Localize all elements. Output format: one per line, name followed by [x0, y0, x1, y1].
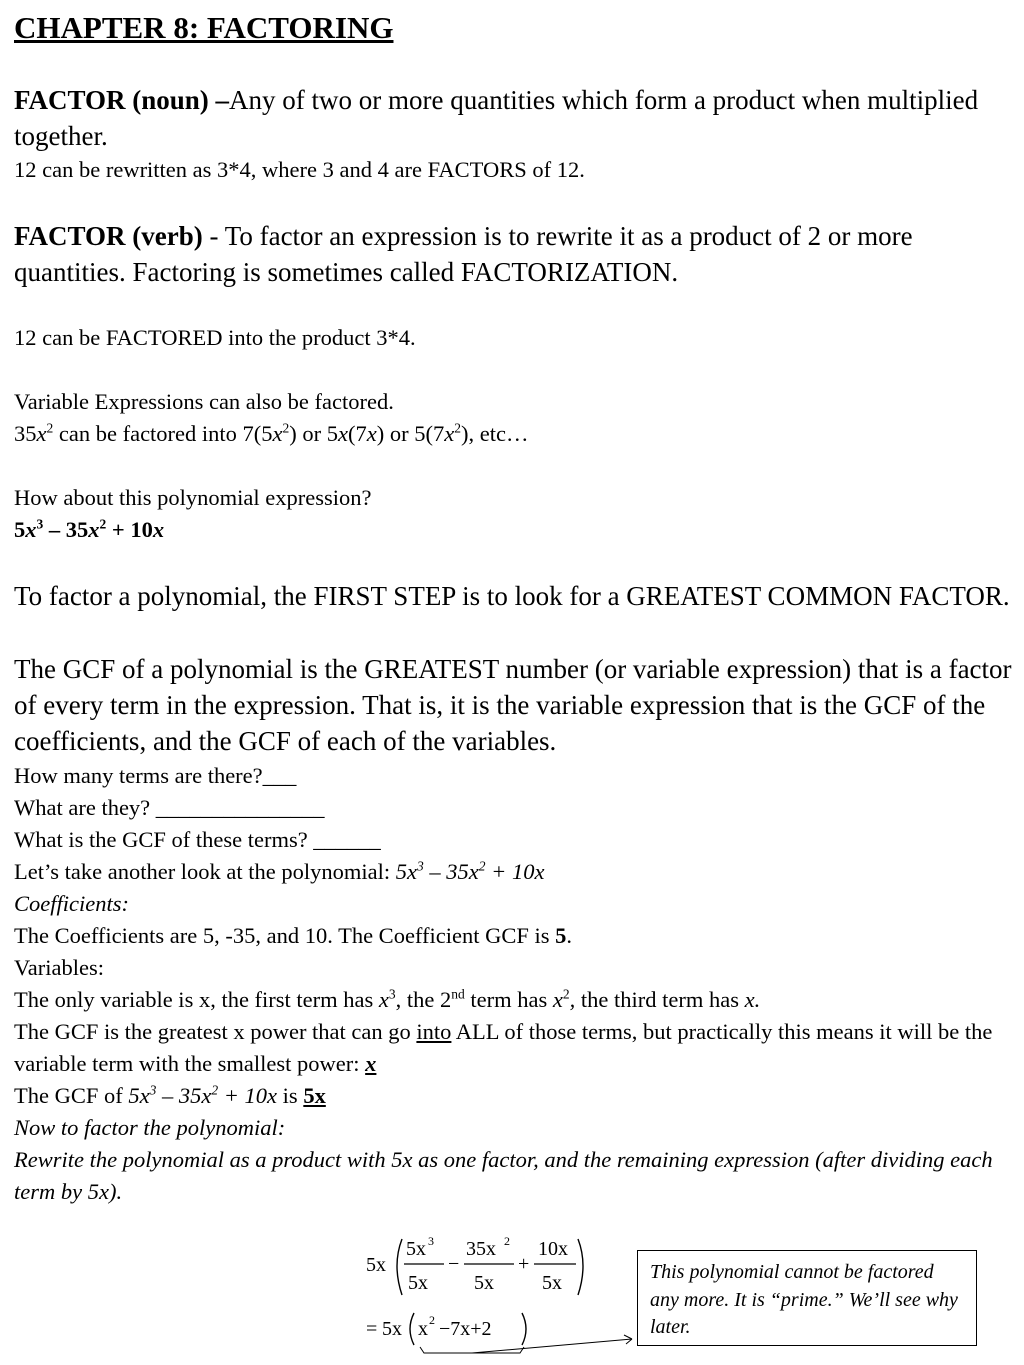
factoring-equation [362, 1225, 652, 1360]
svg-text:2: 2 [429, 1313, 435, 1327]
factor-verb-definition [14, 218, 1014, 290]
svg-text:−: − [448, 1253, 460, 1275]
question-what-terms: What are they? _______________ [14, 795, 325, 820]
question-term-count: How many terms are there?___ [14, 763, 297, 788]
svg-text:+: + [518, 1253, 530, 1275]
polynomial-question: How about this polynomial expression? [14, 485, 372, 510]
prime-note-box: This polynomial cannot be factored any more. It is “prime.” We’ll see why later. [637, 1250, 977, 1346]
right-paren [578, 1239, 583, 1295]
factor-noun-example: 12 can be rewritten as 3*4, where 3 and 4 are FACTORS of 12. [14, 157, 585, 182]
svg-text:x: x [418, 1318, 428, 1340]
svg-text:10x: 10x [538, 1238, 568, 1260]
rewrite-instruction: Rewrite the polynomial as a product with 5x as one factor, and the remaining expression (after dividing each term by 5x). [14, 1147, 993, 1204]
variable-expr-line2: $35x^2$ can be factored into $7(5x^2)$ or 5x(7x) or $5(7x^2)$, etc… [14, 420, 529, 446]
gcf-definition: The GCF of a polynomial is the GREATEST number (or variable expression) that is a factor of every term in the expression. That is, it is the variable expression that is the GCF of the coefficients, and the GCF of each of the variables. [14, 654, 1012, 756]
svg-text:3: 3 [428, 1234, 434, 1248]
gcf-power-text: The GCF is the greatest x power that can go into ALL of those terms, but practically this means it will be the variable term with the smallest power: x [14, 1019, 993, 1076]
left-paren [397, 1239, 402, 1295]
factor-noun-term: FACTOR (noun) – [14, 85, 230, 115]
svg-text:−7x+2: −7x+2 [439, 1318, 492, 1340]
variables-text: The only variable is x, the first term has $x^3$, the 2nd term has $x^2$, the third term has x. [14, 986, 761, 1012]
gcf-result-line: The GCF of $5x^3 - 35x^2 + 10x$ is 5x [14, 1082, 326, 1108]
svg-text:2: 2 [504, 1234, 510, 1248]
question-gcf: What is the GCF of these terms? ______ [14, 827, 381, 852]
factor-verb-text: - To factor an expression is to rewrite it as a product of 2 or more quantities. Factoring is sometimes called FACTORIZATION. [14, 221, 913, 287]
svg-text:5x: 5x [474, 1272, 494, 1294]
factor-verb-term: FACTOR (verb) [14, 221, 203, 251]
first-step-text: To factor a polynomial, the FIRST STEP is to look for a GREATEST COMMON FACTOR. [14, 581, 1010, 611]
page-title: CHAPTER 8: FACTORING [14, 10, 394, 45]
svg-text:5x: 5x [408, 1272, 428, 1294]
polynomial-expression: $5x^3 - 35x^2 + 10x$ [14, 516, 165, 542]
now-factor-heading: Now to factor the polynomial: [14, 1115, 286, 1140]
outer-factor: 5x [366, 1254, 386, 1276]
svg-text:5x: 5x [406, 1238, 426, 1260]
svg-text:5x: 5x [382, 1318, 402, 1340]
factor-noun-text: Any of two or more quantities which form a product when multiplied together. [14, 85, 979, 151]
svg-text:35x: 35x [466, 1238, 496, 1260]
factor-noun-definition [14, 82, 1014, 154]
another-look-line: Let’s take another look at the polynomial: $5x^3 - 35x^2 + 10x$ [14, 858, 545, 884]
svg-text:5x: 5x [542, 1272, 562, 1294]
coefficients-text: The Coefficients are 5, -35, and 10. The Coefficient GCF is 5. [14, 923, 573, 948]
coefficients-heading: Coefficients: [14, 891, 129, 916]
variables-heading: Variables: [14, 955, 104, 980]
connector-line [472, 1339, 632, 1353]
factor-verb-example: 12 can be FACTORED into the product 3*4. [14, 325, 416, 350]
svg-text:=: = [366, 1318, 378, 1340]
variable-expr-line1: Variable Expressions can also be factored. [14, 389, 394, 414]
